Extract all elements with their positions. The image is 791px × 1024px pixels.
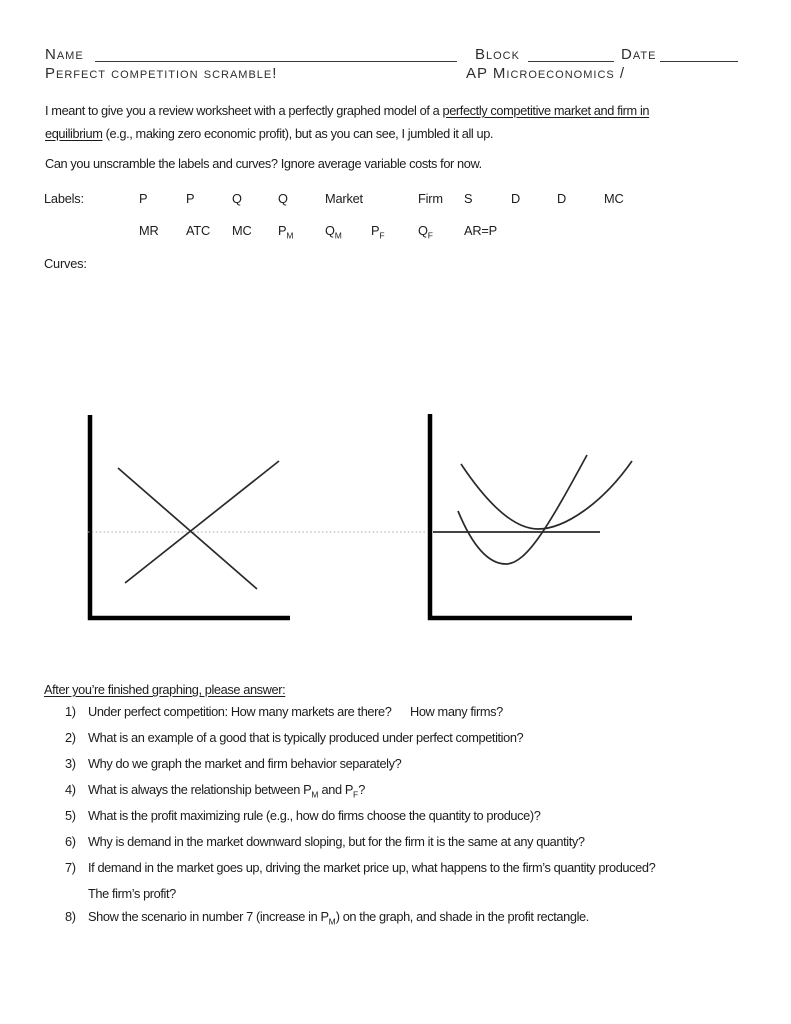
intro-p2-plain: (e.g., making zero economic profit), but as you can see, I jumbled it all up. — [102, 126, 494, 141]
label-q1: Q — [232, 191, 242, 206]
label-mr: MR — [139, 223, 159, 238]
upward-sloping-line — [125, 461, 279, 583]
label-qm: $Q_M$ — [325, 223, 342, 241]
label-pm: $P_M$ — [278, 223, 294, 241]
q4-number: 4) — [65, 782, 76, 797]
q8-number: 8) — [65, 909, 76, 924]
q2-number: 2) — [65, 730, 76, 745]
label-qf: $Q_F$ — [418, 223, 433, 241]
q1-number: 1) — [65, 704, 76, 719]
curves-caption: Curves: — [44, 256, 87, 271]
scrambled-graphs — [80, 405, 640, 627]
intro-paragraph-line2 — [45, 125, 493, 142]
name-blank-line — [95, 47, 457, 62]
intro-p2-underlined: equilibrium — [45, 126, 103, 141]
q5-number: 5) — [65, 808, 76, 823]
label-market: Market — [325, 191, 363, 206]
date-blank-line — [660, 47, 738, 62]
intro-p1-underlined: perfectly competitive market and firm in — [442, 103, 650, 118]
intro-p1-plain: I meant to give you a review worksheet with a perfectly graphed model of a — [45, 103, 443, 118]
q2-text: What is an example of a good that is typically produced under perfect competition? — [88, 730, 524, 745]
q1-extra-text: How many firms? — [410, 704, 503, 719]
q5-text: What is the profit maximizing rule (e.g., how do firms choose the quantity to produce)? — [88, 808, 541, 823]
wide-u-curve — [461, 461, 632, 529]
label-atc: ATC — [186, 223, 211, 238]
left-graph-axes — [90, 415, 290, 618]
worksheet-title: Perfect competition scramble! — [45, 65, 278, 82]
q7-text: If demand in the market goes up, driving the market price up, what happens to the firm’s quantity produced? — [88, 860, 656, 875]
labels-caption: Labels: — [44, 191, 84, 206]
q1-text: Under perfect competition: How many markets are there? — [88, 704, 392, 719]
date-label: Date — [621, 46, 657, 63]
q6-number: 6) — [65, 834, 76, 849]
name-label: Name — [45, 46, 84, 63]
steep-u-curve — [458, 455, 587, 564]
q4-text: What is always the relationship between $P_M$ and $P_F$? — [88, 782, 365, 800]
label-p2: P — [186, 191, 195, 206]
label-mc2: MC — [232, 223, 252, 238]
unscramble-instruction: Can you unscramble the labels and curves? Ignore average variable costs for now. — [45, 156, 482, 171]
label-q2: Q — [278, 191, 288, 206]
label-d2: D — [557, 191, 567, 206]
q3-number: 3) — [65, 756, 76, 771]
block-label: Block — [475, 46, 520, 63]
label-s: S — [464, 191, 473, 206]
block-blank-line — [528, 47, 614, 62]
label-arp: AR=P — [464, 223, 497, 238]
q3-text: Why do we graph the market and firm behavior separately? — [88, 756, 402, 771]
course-title: AP Microeconomics / — [466, 65, 626, 82]
label-firm: Firm — [418, 191, 443, 206]
intro-paragraph-line1 — [45, 102, 649, 119]
label-mc1: MC — [604, 191, 624, 206]
q8-text: Show the scenario in number 7 (increase in $P_M$) on the graph, and shade in the profit rectangle. — [88, 909, 589, 927]
q6-text: Why is demand in the market downward sloping, but for the firm it is the same at any quantity? — [88, 834, 585, 849]
q7-text-line2: The firm’s profit? — [88, 886, 176, 901]
label-p1: P — [139, 191, 148, 206]
label-d1: D — [511, 191, 521, 206]
downward-sloping-line — [118, 468, 257, 589]
q7-number: 7) — [65, 860, 76, 875]
label-pf: $P_F$ — [371, 223, 385, 241]
questions-heading: After you’re finished graphing, please answer: — [44, 682, 286, 697]
